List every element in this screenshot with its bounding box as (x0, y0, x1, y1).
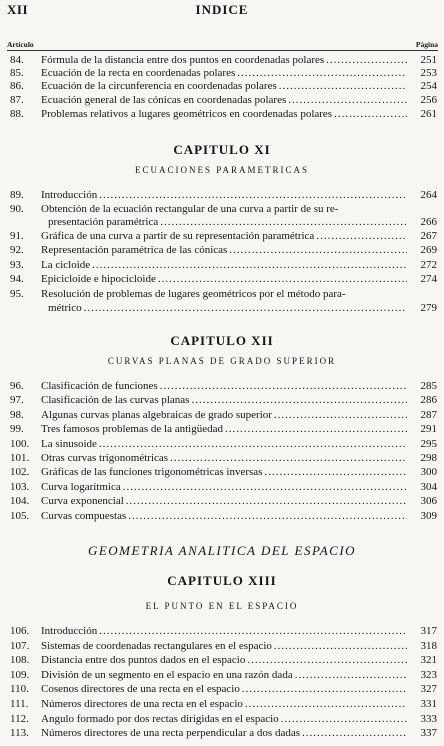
toc-entry (0, 54, 444, 67)
entry-title: Distancia entre dos puntos dados en el espacio (41, 654, 246, 667)
entry-page: 333 (420, 712, 437, 725)
leader-dots (225, 423, 407, 436)
entry-page: 272 (420, 259, 437, 271)
entry-number: 96. (10, 380, 24, 392)
entry-number: 110. (10, 683, 29, 696)
entry-page: 279 (420, 302, 437, 314)
entry-page: 295 (420, 437, 437, 450)
toc-entry (0, 727, 444, 740)
entry-page: 251 (420, 54, 437, 66)
section-title: GEOMETRIA ANALITICA DEL ESPACIO (87, 543, 357, 558)
entry-page: 267 (420, 230, 437, 242)
entry-number: 102. (10, 466, 30, 479)
leader-dots (326, 54, 407, 67)
entry-number: 109. (10, 668, 30, 681)
entry-page: 331 (420, 698, 437, 710)
toc-entry (0, 108, 444, 121)
entry-page: 287 (420, 408, 437, 421)
entry-number: 104. (10, 495, 30, 508)
leader-dots (99, 189, 407, 202)
entry-page: 306 (420, 495, 437, 508)
toc-entry (0, 654, 444, 667)
leader-dots (247, 654, 407, 667)
entry-number: 86. (10, 80, 24, 92)
chapter-13-heading: CAPITULO XIII (167, 573, 277, 588)
leader-dots (245, 698, 407, 711)
page-roman-number: XII (7, 2, 29, 17)
entry-title: Gráficas de las funciones trigonométricas inversas (41, 466, 263, 479)
entry-title: División de un segmento en el espacio en una razón dada (41, 668, 293, 681)
page-title: INDICE (195, 2, 249, 17)
leader-dots (128, 510, 407, 523)
entry-title: La sinusoide (41, 437, 97, 450)
entry-title: Otras curvas trigonométricas (41, 452, 169, 464)
entry-number: 99. (10, 423, 24, 436)
leader-dots (123, 481, 407, 494)
leader-dots (334, 108, 407, 121)
entry-number: 101. (10, 452, 30, 464)
leader-dots (281, 713, 407, 726)
header-rule (7, 50, 438, 51)
leader-dots (274, 409, 407, 422)
chapter-13-subtitle: EL PUNTO EN EL ESPACIO (145, 601, 299, 611)
chapter-12-subtitle: CURVAS PLANAS DE GRADO SUPERIOR (107, 356, 337, 366)
entry-number: 89. (10, 189, 24, 201)
entry-number: 108. (10, 654, 30, 667)
leader-dots (160, 380, 407, 393)
toc-entry (0, 481, 444, 494)
leader-dots (158, 273, 407, 286)
page-column-header: Página (415, 40, 438, 49)
article-column-header: Artículo (7, 40, 34, 49)
chapter-11-subtitle: ECUACIONES PARAMETRICAS (135, 165, 309, 175)
entry-page: 286 (420, 394, 437, 407)
entry-number: 97. (10, 394, 24, 407)
entry-title: Números directores de una recta perpendicular a dos dadas (41, 727, 300, 740)
entry-page: 269 (420, 244, 437, 256)
leader-dots (84, 302, 407, 315)
entry-title: Epicicloide e hipocicloide (41, 273, 156, 285)
entry-title: Angulo formado por dos rectas dirigidas en el espacio (41, 712, 279, 725)
entry-number: 95. (10, 288, 24, 300)
leader-dots (99, 438, 407, 451)
toc-entry (0, 698, 444, 711)
entry-number: 113. (10, 727, 29, 740)
toc-entry (0, 189, 444, 202)
toc-entry (0, 466, 444, 479)
entry-page: 318 (420, 639, 437, 652)
toc-entry (0, 67, 444, 80)
leader-dots (99, 625, 407, 638)
toc-entry (0, 640, 444, 653)
leader-dots (264, 466, 407, 479)
entry-title: Curva logarítmica (41, 480, 121, 493)
entry-title: Problemas relativos a lugares geométricos en coordenadas polares (41, 108, 333, 120)
entry-title: Representación paramétrica de las cónicas (41, 244, 228, 256)
entry-page: 261 (420, 108, 437, 120)
leader-dots (92, 259, 407, 272)
entry-title-line2: métrico (48, 302, 82, 314)
entry-page: 254 (420, 80, 437, 92)
toc-entry (0, 669, 444, 682)
toc-entry (0, 683, 444, 696)
entry-title: Introducción (41, 625, 98, 637)
toc-entry (0, 394, 444, 407)
entry-page: 264 (420, 189, 437, 201)
entry-page: 298 (420, 452, 437, 464)
entry-number: 85. (10, 67, 24, 79)
leader-dots (160, 216, 407, 229)
entry-page: 274 (420, 273, 437, 285)
entry-title: Sistemas de coordenadas rectangulares en el espacio (41, 639, 272, 652)
entry-title: Clasificación de funciones (41, 380, 158, 392)
leader-dots (237, 67, 407, 80)
leader-dots (229, 244, 407, 257)
toc-entry (0, 244, 444, 257)
leader-dots (126, 495, 407, 508)
toc-entry (0, 409, 444, 422)
entry-page: 309 (420, 509, 437, 522)
entry-page: 323 (420, 668, 437, 681)
entry-number: 105. (10, 509, 30, 522)
entry-page: 300 (420, 466, 437, 479)
entry-page: 291 (420, 423, 437, 436)
entry-page: 285 (420, 380, 437, 392)
leader-dots (170, 452, 407, 465)
toc-entry (0, 452, 444, 465)
entry-number: 90. (10, 203, 24, 215)
entry-title: Gráfica de una curva a partir de su representación paramétrica (41, 230, 315, 242)
entry-title: Curva exponencial (41, 495, 124, 508)
entry-number: 88. (10, 108, 24, 120)
entry-title: Introducción (41, 189, 98, 201)
toc-entry-continuation (0, 302, 444, 315)
toc-entry (0, 438, 444, 451)
entry-title-line1: Resolución de problemas de lugares geométricos por el método para- (41, 288, 346, 300)
entry-number: 111. (10, 698, 29, 710)
toc-entry-continuation (0, 216, 444, 229)
entry-number: 103. (10, 480, 30, 493)
entry-number: 87. (10, 94, 24, 106)
entry-title-line1: Obtención de la ecuación rectangular de una curva a partir de su re- (41, 203, 339, 215)
toc-entry (0, 713, 444, 726)
toc-entry (0, 230, 444, 243)
entry-number: 107. (10, 639, 30, 652)
toc-entry (0, 423, 444, 436)
entry-page: 256 (420, 94, 437, 106)
entry-title: Curvas compuestas (41, 509, 127, 522)
entry-page: 317 (420, 625, 437, 637)
entry-page: 266 (420, 216, 437, 228)
entry-number: 106. (10, 625, 30, 637)
entry-page: 304 (420, 480, 437, 493)
toc-entry (0, 288, 444, 301)
entry-page: 337 (420, 727, 437, 740)
entry-title: Números directores de una recta en el espacio (41, 698, 243, 710)
chapter-11-heading: CAPITULO XI (173, 142, 271, 157)
entry-title: Ecuación de la circunferencia en coordenadas polares (41, 80, 277, 92)
entry-title-line2: presentación paramétrica (48, 216, 159, 228)
entry-title: Tres famosos problemas de la antigüedad (41, 423, 223, 436)
toc-entry (0, 380, 444, 393)
leader-dots (242, 683, 407, 696)
entry-page: 321 (420, 654, 437, 667)
entry-page: 253 (420, 67, 437, 79)
entry-number: 94. (10, 273, 24, 285)
toc-entry (0, 273, 444, 286)
entry-number: 100. (10, 437, 30, 450)
entry-page: 327 (420, 683, 437, 696)
leader-dots (279, 80, 407, 93)
leader-dots (191, 394, 407, 407)
leader-dots (295, 669, 407, 682)
toc-entry (0, 203, 444, 216)
leader-dots (316, 230, 407, 243)
entry-title: Ecuación general de las cónicas en coordenadas polares (41, 94, 287, 106)
leader-dots (274, 640, 407, 653)
toc-entry (0, 259, 444, 272)
entry-title: Fórmula de la distancia entre dos puntos en coordenadas polares (41, 54, 325, 66)
entry-number: 112. (10, 712, 29, 725)
toc-entry (0, 94, 444, 107)
entry-title: La cicloide (41, 259, 91, 271)
entry-title: Clasificación de las curvas planas (41, 394, 190, 407)
entry-number: 92. (10, 244, 24, 256)
toc-entry (0, 625, 444, 638)
chapter-12-heading: CAPITULO XII (170, 333, 274, 348)
leader-dots (302, 727, 407, 740)
toc-entry (0, 495, 444, 508)
entry-number: 91. (10, 230, 24, 242)
entry-title: Algunas curvas planas algebraicas de grado superior (41, 408, 272, 421)
entry-number: 98. (10, 408, 24, 421)
entry-number: 84. (10, 54, 24, 66)
entry-title: Cosenos directores de una recta en el espacio (41, 683, 240, 696)
entry-title: Ecuación de la recta en coordenadas polares (41, 67, 236, 79)
entry-number: 93. (10, 259, 24, 271)
toc-entry (0, 510, 444, 523)
leader-dots (288, 94, 407, 107)
toc-entry (0, 80, 444, 93)
